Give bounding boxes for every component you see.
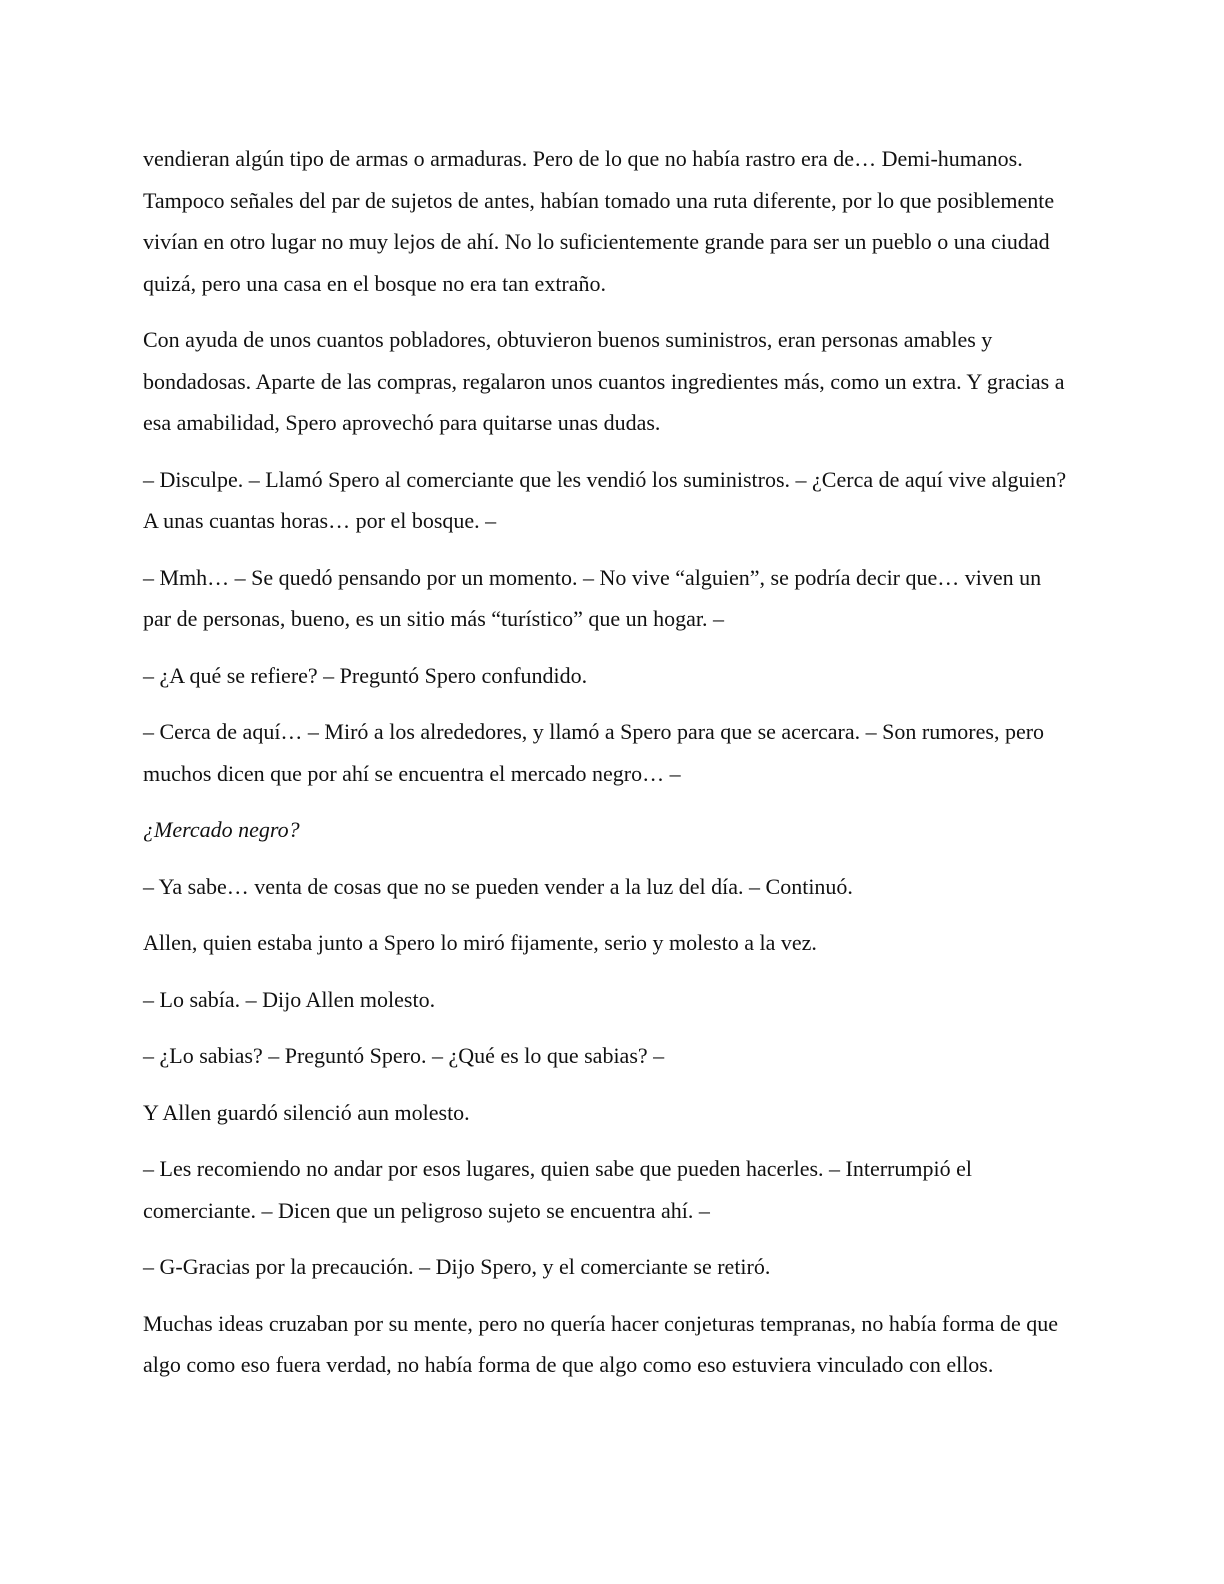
paragraph-11: – ¿Lo sabias? – Preguntó Spero. – ¿Qué es lo que sabias? – bbox=[143, 1043, 665, 1068]
paragraph-2: Con ayuda de unos cuantos pobladores, obtuvieron buenos suministros, eran personas amables y bondadosas. Aparte de las compras, regalaron unos cuantos ingredientes más, como un extra. Y gracias a esa amabilidad, Spero aprovechó para quitarse unas dudas. bbox=[143, 327, 1065, 435]
paragraph-7-thought: ¿Mercado negro? bbox=[143, 817, 300, 842]
paragraph-5: – ¿A qué se refiere? – Preguntó Spero confundido. bbox=[143, 662, 588, 688]
paragraph-4: – Mmh… – Se quedó pensando por un momento. – No vive “alguien”, se podría decir que… viven un par de personas, bueno, es un sitio más “turístico” que un hogar. – bbox=[143, 564, 1042, 631]
paragraph-3: – Disculpe. – Llamó Spero al comerciante que les vendió los suministros. – ¿Cerca de aquí vive alguien? A unas cuantas horas… por el bosque. – bbox=[143, 466, 1067, 533]
paragraph-14: – G-Gracias por la precaución. – Dijo Spero, y el comerciante se retiró. bbox=[143, 1254, 771, 1279]
document-body bbox=[143, 138, 1073, 1401]
paragraph-6: – Cerca de aquí… – Miró a los alrededores, y llamó a Spero para que se acercara. – Son rumores, pero muchos dicen que por ahí se encuentra el mercado negro… – bbox=[143, 719, 1045, 786]
paragraph-8: – Ya sabe… venta de cosas que no se pueden vender a la luz del día. – Continuó. bbox=[143, 873, 853, 899]
paragraph-1: vendieran algún tipo de armas o armaduras. Pero de lo que no había rastro era de… Demi-humanos. Tampoco señales del par de sujetos de antes, habían tomado una ruta diferente, por lo que posiblemente vivían en otro lugar no muy lejos de ahí. No lo suficientemente grande para ser un pueblo o una ciudad quizá, pero una casa en el bosque no era tan extraño. bbox=[143, 146, 1055, 296]
paragraph-12: Y Allen guardó silenció aun molesto. bbox=[143, 1099, 470, 1125]
paragraph-9: Allen, quien estaba junto a Spero lo miró fijamente, serio y molesto a la vez. bbox=[143, 930, 817, 955]
paragraph-13: – Les recomiendo no andar por esos lugares, quien sabe que pueden hacerles. – Interrumpió el comerciante. – Dicen que un peligroso sujeto se encuentra ahí. – bbox=[143, 1156, 972, 1223]
paragraph-10: – Lo sabía. – Dijo Allen molesto. bbox=[143, 986, 436, 1012]
paragraph-15: Muchas ideas cruzaban por su mente, pero no quería hacer conjeturas tempranas, no había forma de que algo como eso fuera verdad, no había forma de que algo como eso estuviera vinculado con ellos. bbox=[143, 1310, 1059, 1377]
